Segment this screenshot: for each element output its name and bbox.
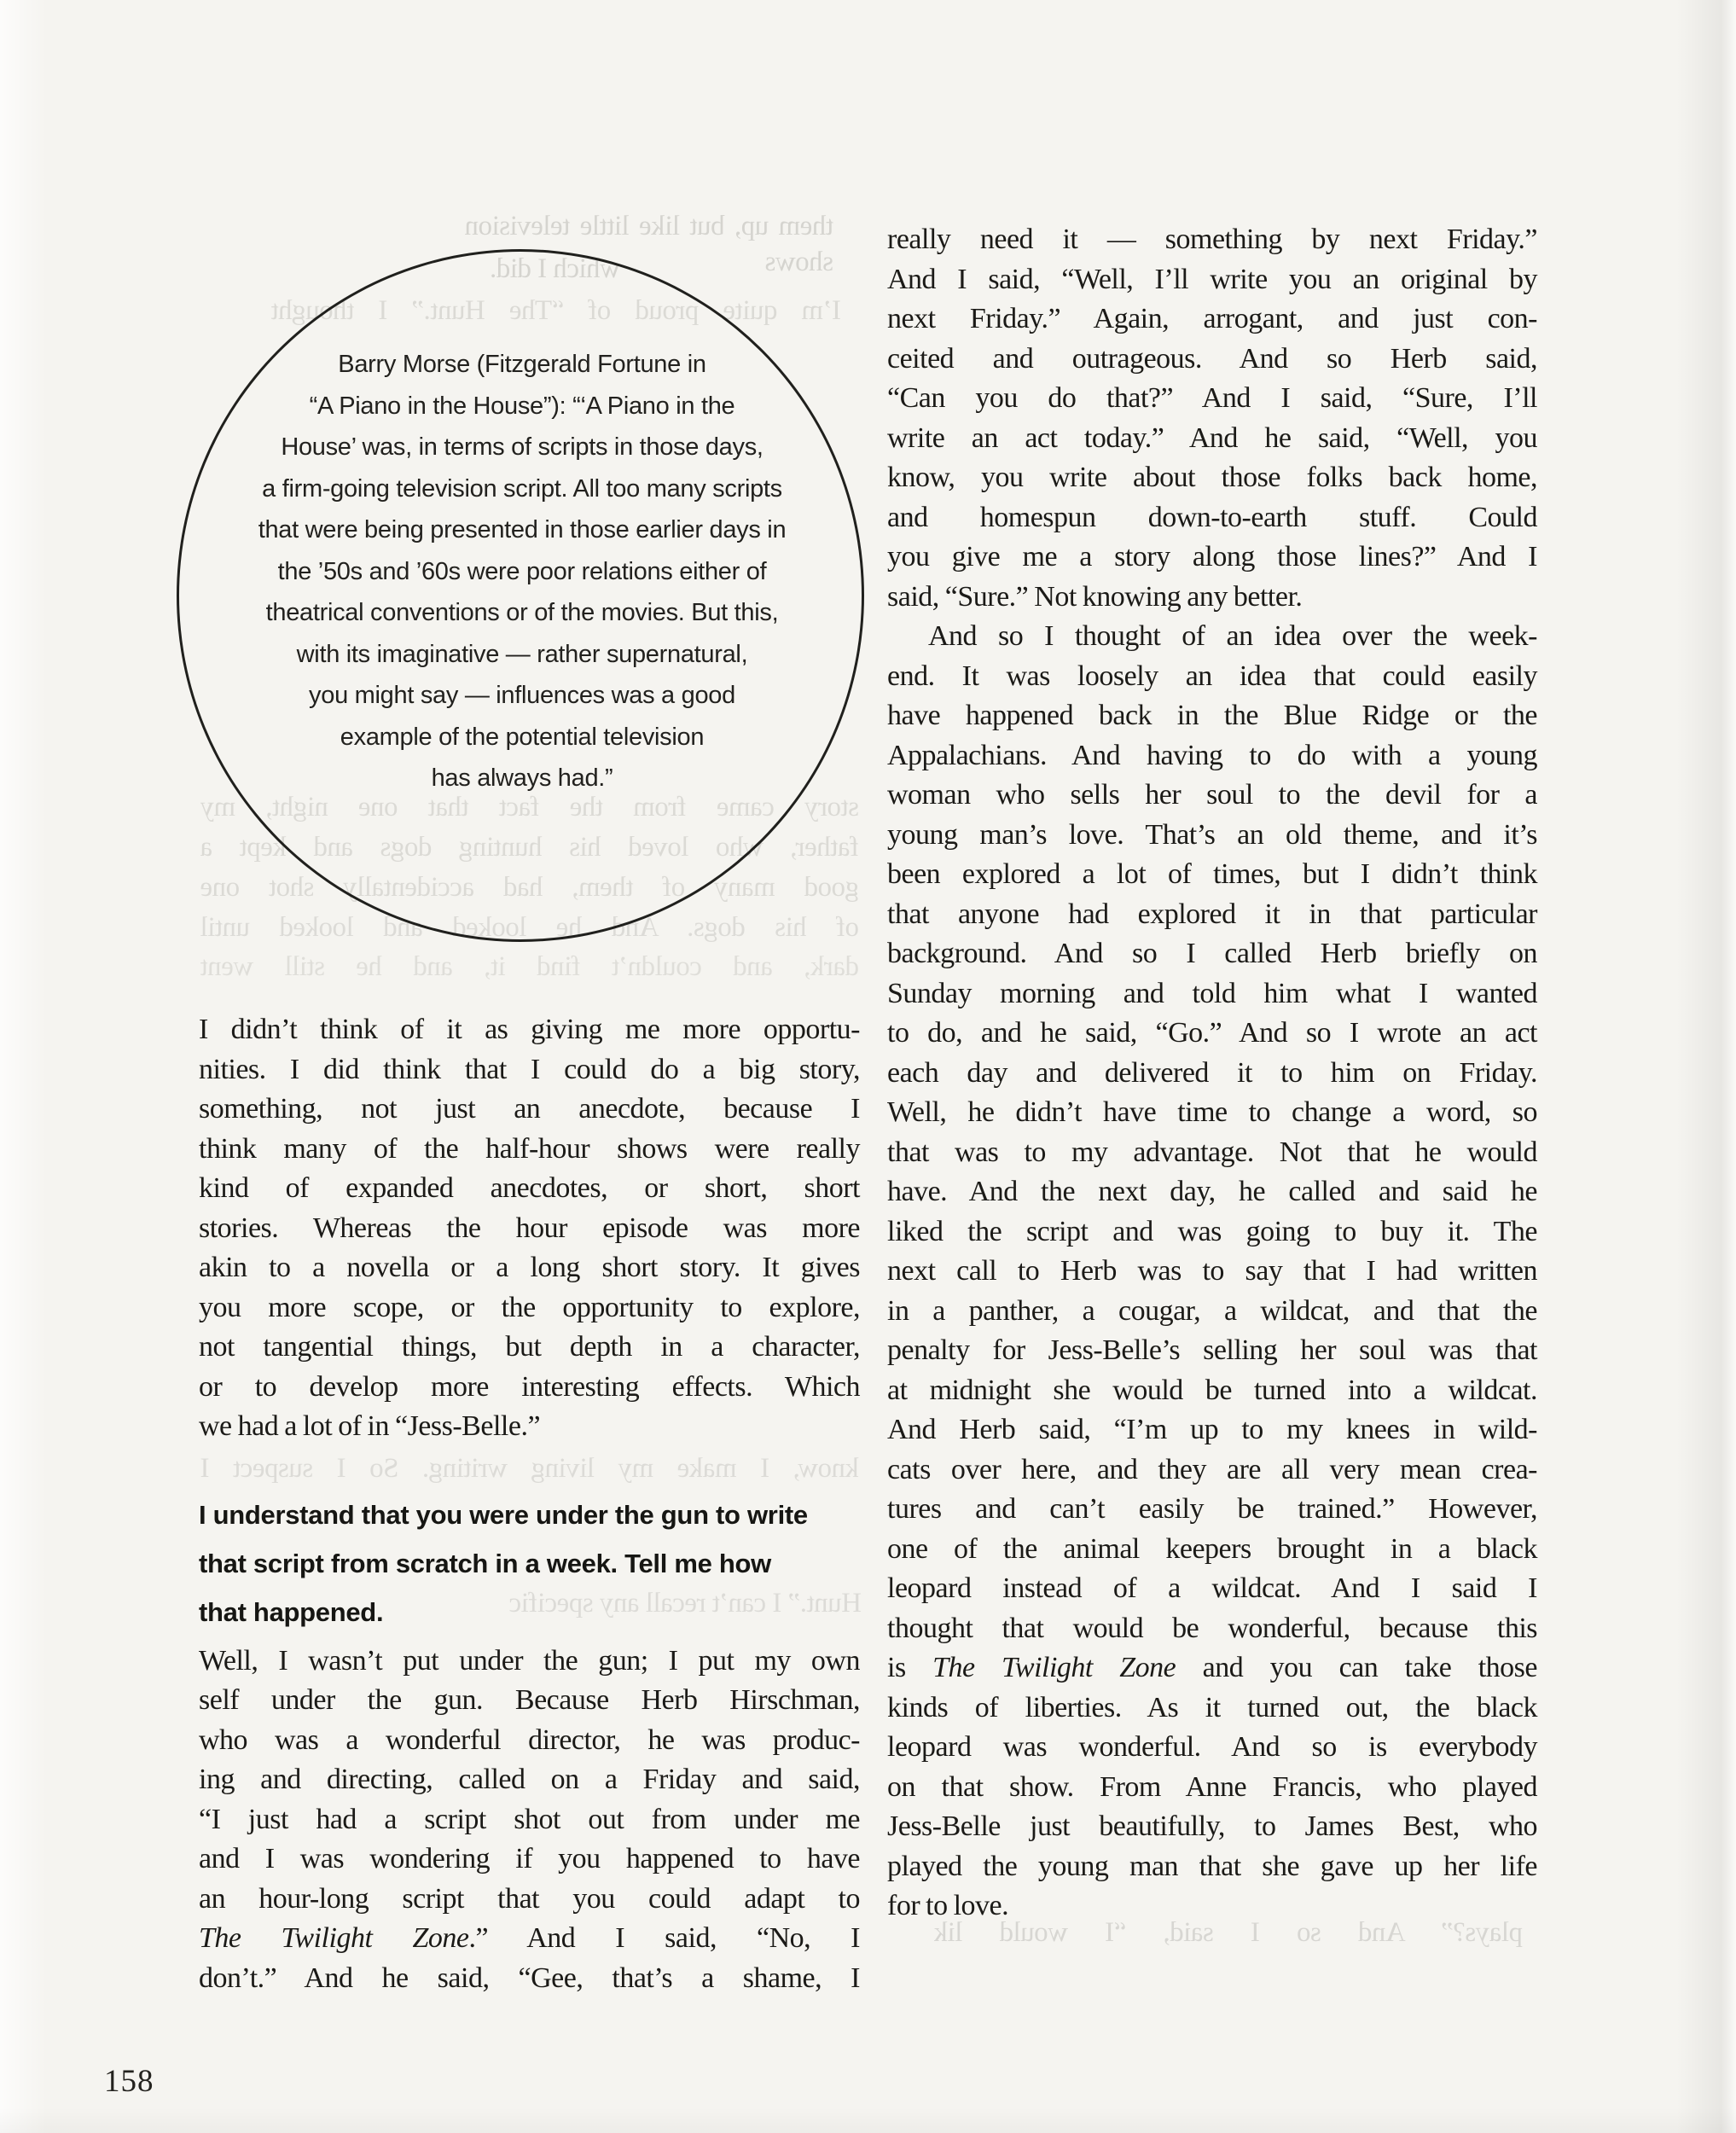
text-line: who was a wonderful director, he was produc-: [199, 1723, 860, 1756]
page-bottom-edge-shadow: [0, 2107, 1736, 2133]
text-line: have. And the next day, he called and said he: [887, 1176, 1537, 1207]
text-line: And so I thought of an idea over the week-: [928, 620, 1537, 652]
text-line: ceited and outrageous. And so Herb said,: [887, 342, 1537, 375]
pull-quote-line: has always had.”: [431, 764, 613, 792]
text-line: thought that would be wonderful, because this: [887, 1612, 1537, 1644]
text-line: something, not just an anecdote, because I: [199, 1093, 860, 1125]
text-line: we had a lot of in “Jess-Belle.”: [199, 1410, 541, 1442]
pull-quote-line: theatrical conventions or of the movies. But this,: [265, 599, 779, 626]
text-line: Well, I wasn’t put under the gun; I put my own: [199, 1644, 860, 1677]
pull-quote-line: Barry Morse (Fitzgerald Fortune in: [338, 351, 706, 378]
text-line: think many of the half-hour shows were really: [199, 1132, 860, 1165]
text-line: end. It was loosely an idea that could easily: [887, 660, 1537, 692]
paragraph: [887, 220, 1537, 617]
text-line: young man’s love. That’s an old theme, and it’s: [887, 818, 1537, 851]
page-right-edge-shadow: [1676, 0, 1736, 2133]
text-line: said, “Sure.” Not knowing any better.: [887, 580, 1303, 613]
right-text-column: [887, 220, 1537, 1927]
pull-quote: [177, 344, 868, 799]
text-line: on that show. From Anne Francis, who played: [887, 1770, 1537, 1803]
text-line: next Friday.” Again, arrogant, and just con-: [887, 303, 1537, 334]
text-line: Well, he didn’t have time to change a word, so: [887, 1096, 1537, 1128]
text-line: have happened back in the Blue Ridge or the: [887, 700, 1537, 731]
text-line: that was to my advantage. Not that he would: [887, 1136, 1537, 1168]
text-line: not tangential things, but depth in a character,: [199, 1331, 860, 1363]
text-line: is The Twilight Zone and you can take those: [887, 1652, 1537, 1683]
pull-quote-line: with its imaginative — rather supernatural,: [296, 640, 748, 668]
pull-quote-line: you might say — influences was a good: [309, 682, 735, 709]
text-line: penalty for Jess-Belle’s selling her soul was that: [887, 1334, 1537, 1366]
text-line: write an act today.” And he said, “Well, you: [887, 421, 1537, 454]
interviewer-question: [199, 1491, 860, 1636]
text-line: or to develop more interesting effects. Which: [199, 1370, 860, 1403]
text-line: really need it — something by next Friday.”: [887, 224, 1537, 255]
text-line: tures and can’t easily be trained.” However,: [887, 1493, 1537, 1525]
page-number: 158: [104, 2064, 154, 2099]
question-line: I understand that you were under the gun to write: [199, 1499, 808, 1530]
text-line: akin to a novella or a long short story. It gives: [199, 1252, 860, 1283]
paragraph: [199, 1642, 860, 1999]
text-line: leopard was wonderful. And so is everybody: [887, 1731, 1537, 1763]
text-line: at midnight she would be turned into a wildcat.: [887, 1374, 1537, 1406]
text-line: leopard instead of a wildcat. And I said I: [887, 1572, 1537, 1604]
text-line: that anyone had explored it in that particular: [887, 898, 1537, 930]
text-line: you more scope, or the opportunity to explore,: [199, 1291, 860, 1323]
ghost-text-line: story came from the fact that one night, my: [200, 792, 859, 822]
ghost-text-line: which I did.: [490, 253, 620, 284]
text-line: nities. I did think that I could do a big story,: [199, 1053, 860, 1085]
text-line: you give me a story along those lines?” And I: [887, 541, 1537, 572]
text-line: And Herb said, “I’m up to my knees in wild-: [887, 1414, 1537, 1445]
text-line: stories. Whereas the hour episode was more: [199, 1212, 860, 1244]
text-line: “I just had a script shot out from under me: [199, 1803, 860, 1835]
text-line: Jess-Belle just beautifully, to James Best, who: [887, 1810, 1537, 1842]
text-line: self under the gun. Because Herb Hirschman,: [199, 1684, 860, 1716]
text-line: for to love.: [887, 1890, 1009, 1921]
text-line: in a panther, a cougar, a wildcat, and that the: [887, 1294, 1537, 1327]
text-line: Sunday morning and told him what I wanted: [887, 977, 1537, 1009]
paragraph: [887, 617, 1537, 1927]
text-line: next call to Herb was to say that I had written: [887, 1255, 1537, 1287]
text-line: I didn’t think of it as giving me more opportu-: [199, 1014, 860, 1045]
text-line: and homespun down-to-earth stuff. Could: [887, 501, 1537, 533]
question-line: that happened.: [199, 1596, 384, 1627]
ghost-text-line: them up, but like little television shows: [465, 211, 833, 277]
pull-quote-line: “A Piano in the House”): “‘A Piano in the: [309, 392, 735, 420]
ghost-text-line: Hunt.” I can’t recall any specific: [508, 1588, 862, 1619]
text-line: cats over here, and they are all very mean crea-: [887, 1453, 1537, 1485]
text-line: ing and directing, called on a Friday and said,: [199, 1764, 860, 1795]
text-line: don’t.” And he said, “Gee, that’s a shame, I: [199, 1962, 860, 1994]
text-line: background. And so I called Herb briefly on: [887, 938, 1537, 969]
ghost-text-line: father, who loved his hunting dogs and kept a: [200, 832, 859, 863]
text-line: and I was wondering if you happened to have: [199, 1843, 860, 1874]
pull-quote-line: the ’50s and ’60s were poor relations either of: [277, 557, 767, 585]
ghost-text-line: dark, and couldn’t find it, and he still went: [200, 951, 859, 982]
ghost-text-line: good many of them, had accidentally shot one: [200, 872, 859, 903]
text-line: know, you write about those folks back home,: [887, 462, 1537, 493]
text-line: And I said, “Well, I’ll write you an original by: [887, 263, 1537, 295]
text-line: liked the script and was going to buy it. The: [887, 1215, 1537, 1247]
text-line: kinds of liberties. As it turned out, the black: [887, 1691, 1537, 1723]
text-line: The Twilight Zone.” And I said, “No, I: [199, 1922, 861, 1954]
text-line: woman who sells her soul to the devil for a: [887, 779, 1537, 811]
text-line: one of the animal keepers brought in a black: [887, 1532, 1537, 1565]
text-line: “Can you do that?” And I said, “Sure, I’ll: [887, 382, 1537, 414]
text-line: each day and delivered it to him on Friday.: [887, 1056, 1537, 1089]
text-line: to do, and he said, “Go.” And so I wrote an act: [887, 1017, 1537, 1049]
pull-quote-line: House’ was, in terms of scripts in those days,: [281, 433, 763, 461]
left-text-column: [199, 1010, 860, 1998]
text-line: been explored a lot of times, but I didn’t think: [887, 858, 1537, 890]
text-line: Appalachians. And having to do with a young: [887, 739, 1537, 771]
pull-quote-line: that were being presented in those earlier days in: [258, 516, 787, 543]
text-line: an hour-long script that you could adapt to: [199, 1882, 860, 1915]
pull-quote-line: a firm-going television script. All too many scripts: [262, 474, 782, 503]
text-line: kind of expanded anecdotes, or short, short: [199, 1172, 860, 1204]
ghost-text-line: plays?” And so I said, “I would lik: [934, 1917, 1523, 1948]
page-left-edge-highlight: [0, 0, 47, 2133]
question-line: that script from scratch in a week. Tell me how: [199, 1548, 771, 1578]
text-line: played the young man that she gave up her life: [887, 1850, 1537, 1882]
pull-quote-line: example of the potential television: [340, 723, 705, 751]
ghost-text-line: I’m quite proud of “The Hunt.” I thought: [271, 295, 841, 326]
ghost-text-line: know, I make my living writing. So I suspect I: [200, 1453, 859, 1484]
ghost-text-line: of his dogs. And he looked and looked until: [200, 912, 859, 943]
paragraph: [199, 1010, 860, 1447]
